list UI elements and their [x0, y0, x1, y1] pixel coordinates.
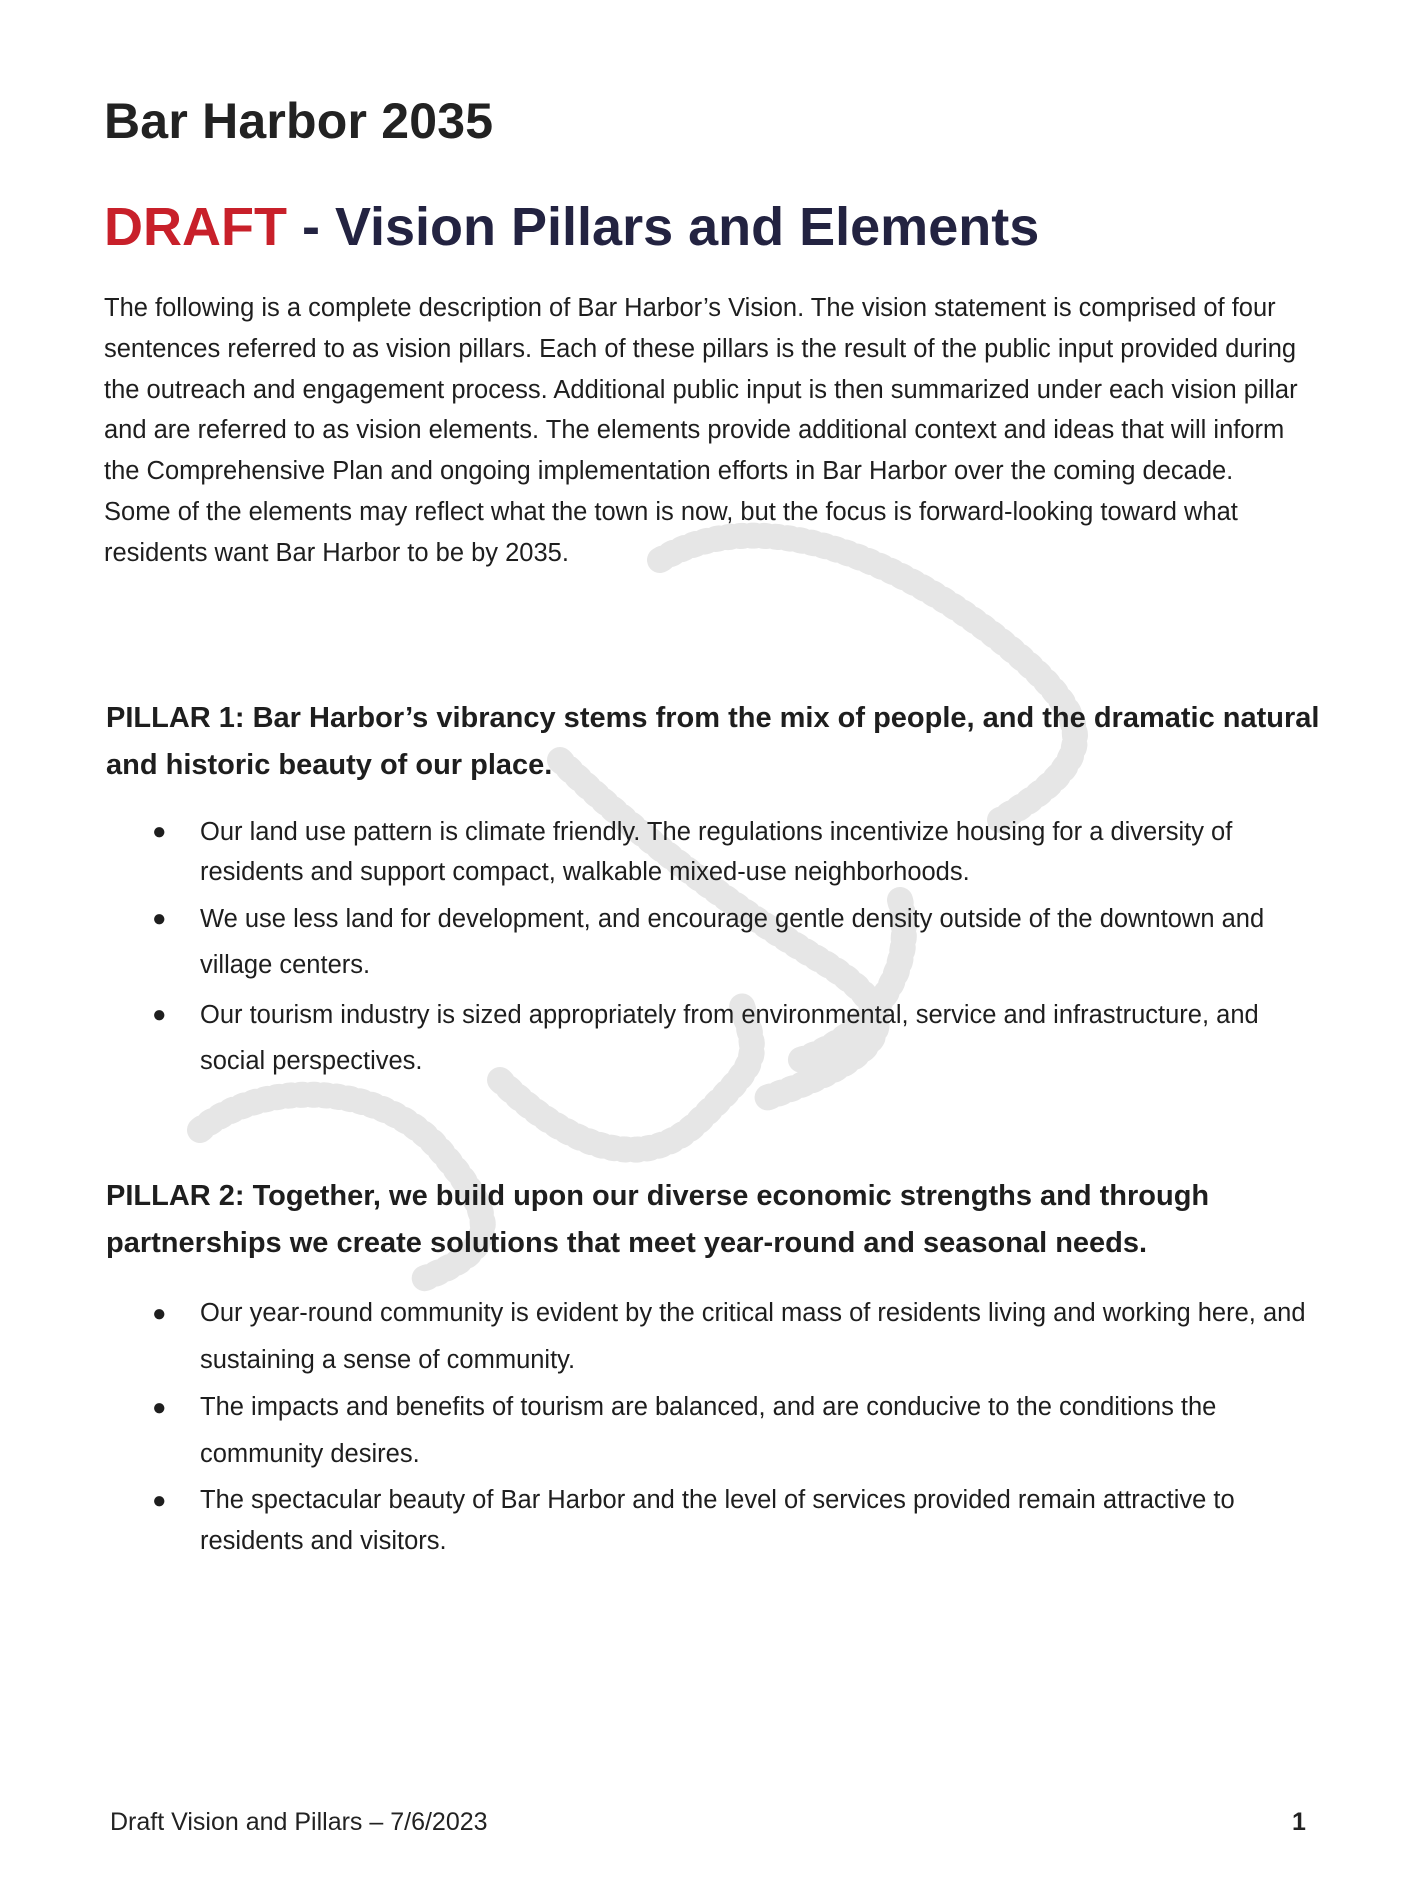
pillar-2-heading: PILLAR 2: Together, we build upon our diverse economic strengths and through partnerships we create solutions that meet year-round and seasonal needs.: [106, 1180, 1210, 1259]
document-subtitle: [104, 196, 1039, 258]
list-item: [0, 1384, 1320, 1478]
element-text: We use less land for development, and encourage gentle density outside of the downtown and village centers.: [200, 905, 1265, 979]
document-title: Bar Harbor 2035: [104, 93, 494, 149]
footer-text: Draft Vision and Pillars – 7/6/2023: [110, 1808, 488, 1836]
element-text: Our tourism industry is sized appropriately from environmental, service and infrastructure, and social perspectives.: [200, 1001, 1259, 1075]
list-item: [0, 812, 1320, 892]
element-text: Our year-round community is evident by the critical mass of residents living and working here, and sustaining a sense of community.: [200, 1299, 1306, 1374]
pillar-1-elements: [0, 812, 1418, 1084]
list-item: [0, 1290, 1320, 1384]
element-text: The impacts and benefits of tourism are balanced, and are conducive to the conditions the community desires.: [200, 1393, 1217, 1468]
element-text: The spectacular beauty of Bar Harbor and the level of services provided remain attractive to residents and visitors.: [200, 1486, 1235, 1555]
pillar-1-heading: PILLAR 1: Bar Harbor’s vibrancy stems from the mix of people, and the dramatic natural and historic beauty of our place.: [106, 702, 1320, 781]
list-item: [0, 896, 1320, 988]
element-text: Our land use pattern is climate friendly. The regulations incentivize housing for a diversity of residents and support compact, walkable mixed-use neighborhoods.: [200, 818, 1233, 886]
bullet-icon: ●: [152, 1001, 167, 1028]
bullet-icon: ●: [152, 905, 167, 932]
list-item: [0, 992, 1320, 1084]
draft-label: DRAFT: [104, 197, 287, 257]
pillar-2-elements: [0, 1290, 1418, 1562]
intro-paragraph: The following is a complete description of Bar Harbor’s Vision. The vision statement is comprised of four sentences referred to as vision pillars. Each of these pillars is the result of the public input provided during the outreach and engagement process. Additional public input is then summarized under each vision pillar and are referred to as vision elements. The elements provide additional context and ideas that will inform the Comprehensive Plan and ongoing implementation efforts in Bar Harbor over the coming decade. Some of the elements may reflect what the town is now, but the focus is forward-looking toward what residents want Bar Harbor to be by 2035.: [104, 294, 1298, 567]
list-item: [0, 1480, 1320, 1562]
page-number: 1: [1292, 1808, 1306, 1836]
subtitle-text: - Vision Pillars and Elements: [286, 197, 1040, 257]
bullet-icon: ●: [152, 818, 167, 845]
bullet-icon: ●: [152, 1394, 167, 1421]
bullet-icon: ●: [152, 1300, 167, 1327]
bullet-icon: ●: [152, 1487, 167, 1514]
